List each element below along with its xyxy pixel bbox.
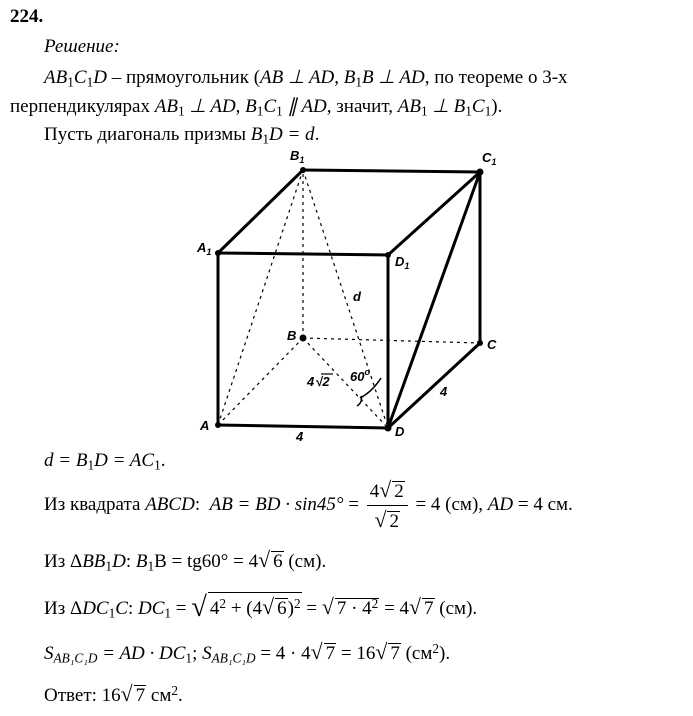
equation-4: Из $\Delta DC_1C$: $DC_1$ = √ $4^2 + (4√$ 6)$^2$ = √ $7 \cdot 4^2 = 4√$ 7 (см).: [44, 592, 478, 623]
label-4sqrt2: 4√2: [307, 374, 330, 389]
problem-number: 224.: [10, 6, 44, 27]
solution-line-2: перпендикулярах $AB_1$ ⊥ AD, $B_1C_1$ ∥ AD, значит, $AB_1$ ⊥ $B_1C_1$).: [10, 96, 503, 119]
equation-5: $S_{AB_1C_1D}$ = AD · $DC_1$; $S_{AB_1C_1D} = 4 \cdot 4√$ 7 = 16√ 7 $(см^2)$.: [44, 640, 451, 666]
solution-line-1: $AB_1C_1D$ – прямоугольник (AB ⊥ AD, $B_1B$ ⊥ AD, по теореме о 3-х: [44, 67, 568, 90]
label-side-bottom: 4: [296, 429, 304, 444]
label-angle-60: 60$^o$: [350, 367, 370, 384]
label-D: D: [395, 424, 405, 439]
fraction: $\frac{4√ 2}{√ 2}$: [367, 478, 408, 533]
label-C: C: [487, 337, 497, 352]
label-A1: $A_1$: [197, 240, 212, 257]
label-C1: $C_1$: [482, 150, 497, 167]
solution-line-3: Пусть диагональ призмы $B_1D = d$.: [44, 124, 320, 147]
label-side-right: 4: [440, 384, 448, 399]
label-D1: $D_1$: [395, 254, 410, 271]
solution-label: Решение:: [44, 36, 120, 57]
label-B: B: [287, 328, 297, 343]
label-d: d: [353, 289, 361, 304]
equation-1: $d = B_1D = AC_1$.: [44, 450, 166, 473]
equation-3: Из $\Delta BB_1D$: $B_1B = tg60^\circ = 4√$ 6 (см).: [44, 548, 327, 574]
equation-2: Из квадрата ABCD: AB = BD · sin45° = $\frac{4√ 2}{√ 2}$ = 4 (см), AD = 4 см.: [44, 478, 573, 533]
label-A: A: [200, 418, 210, 433]
answer-line: Ответ: 16√ 7 $см^2$.: [44, 682, 183, 706]
label-B1: $B_1$: [290, 148, 305, 165]
